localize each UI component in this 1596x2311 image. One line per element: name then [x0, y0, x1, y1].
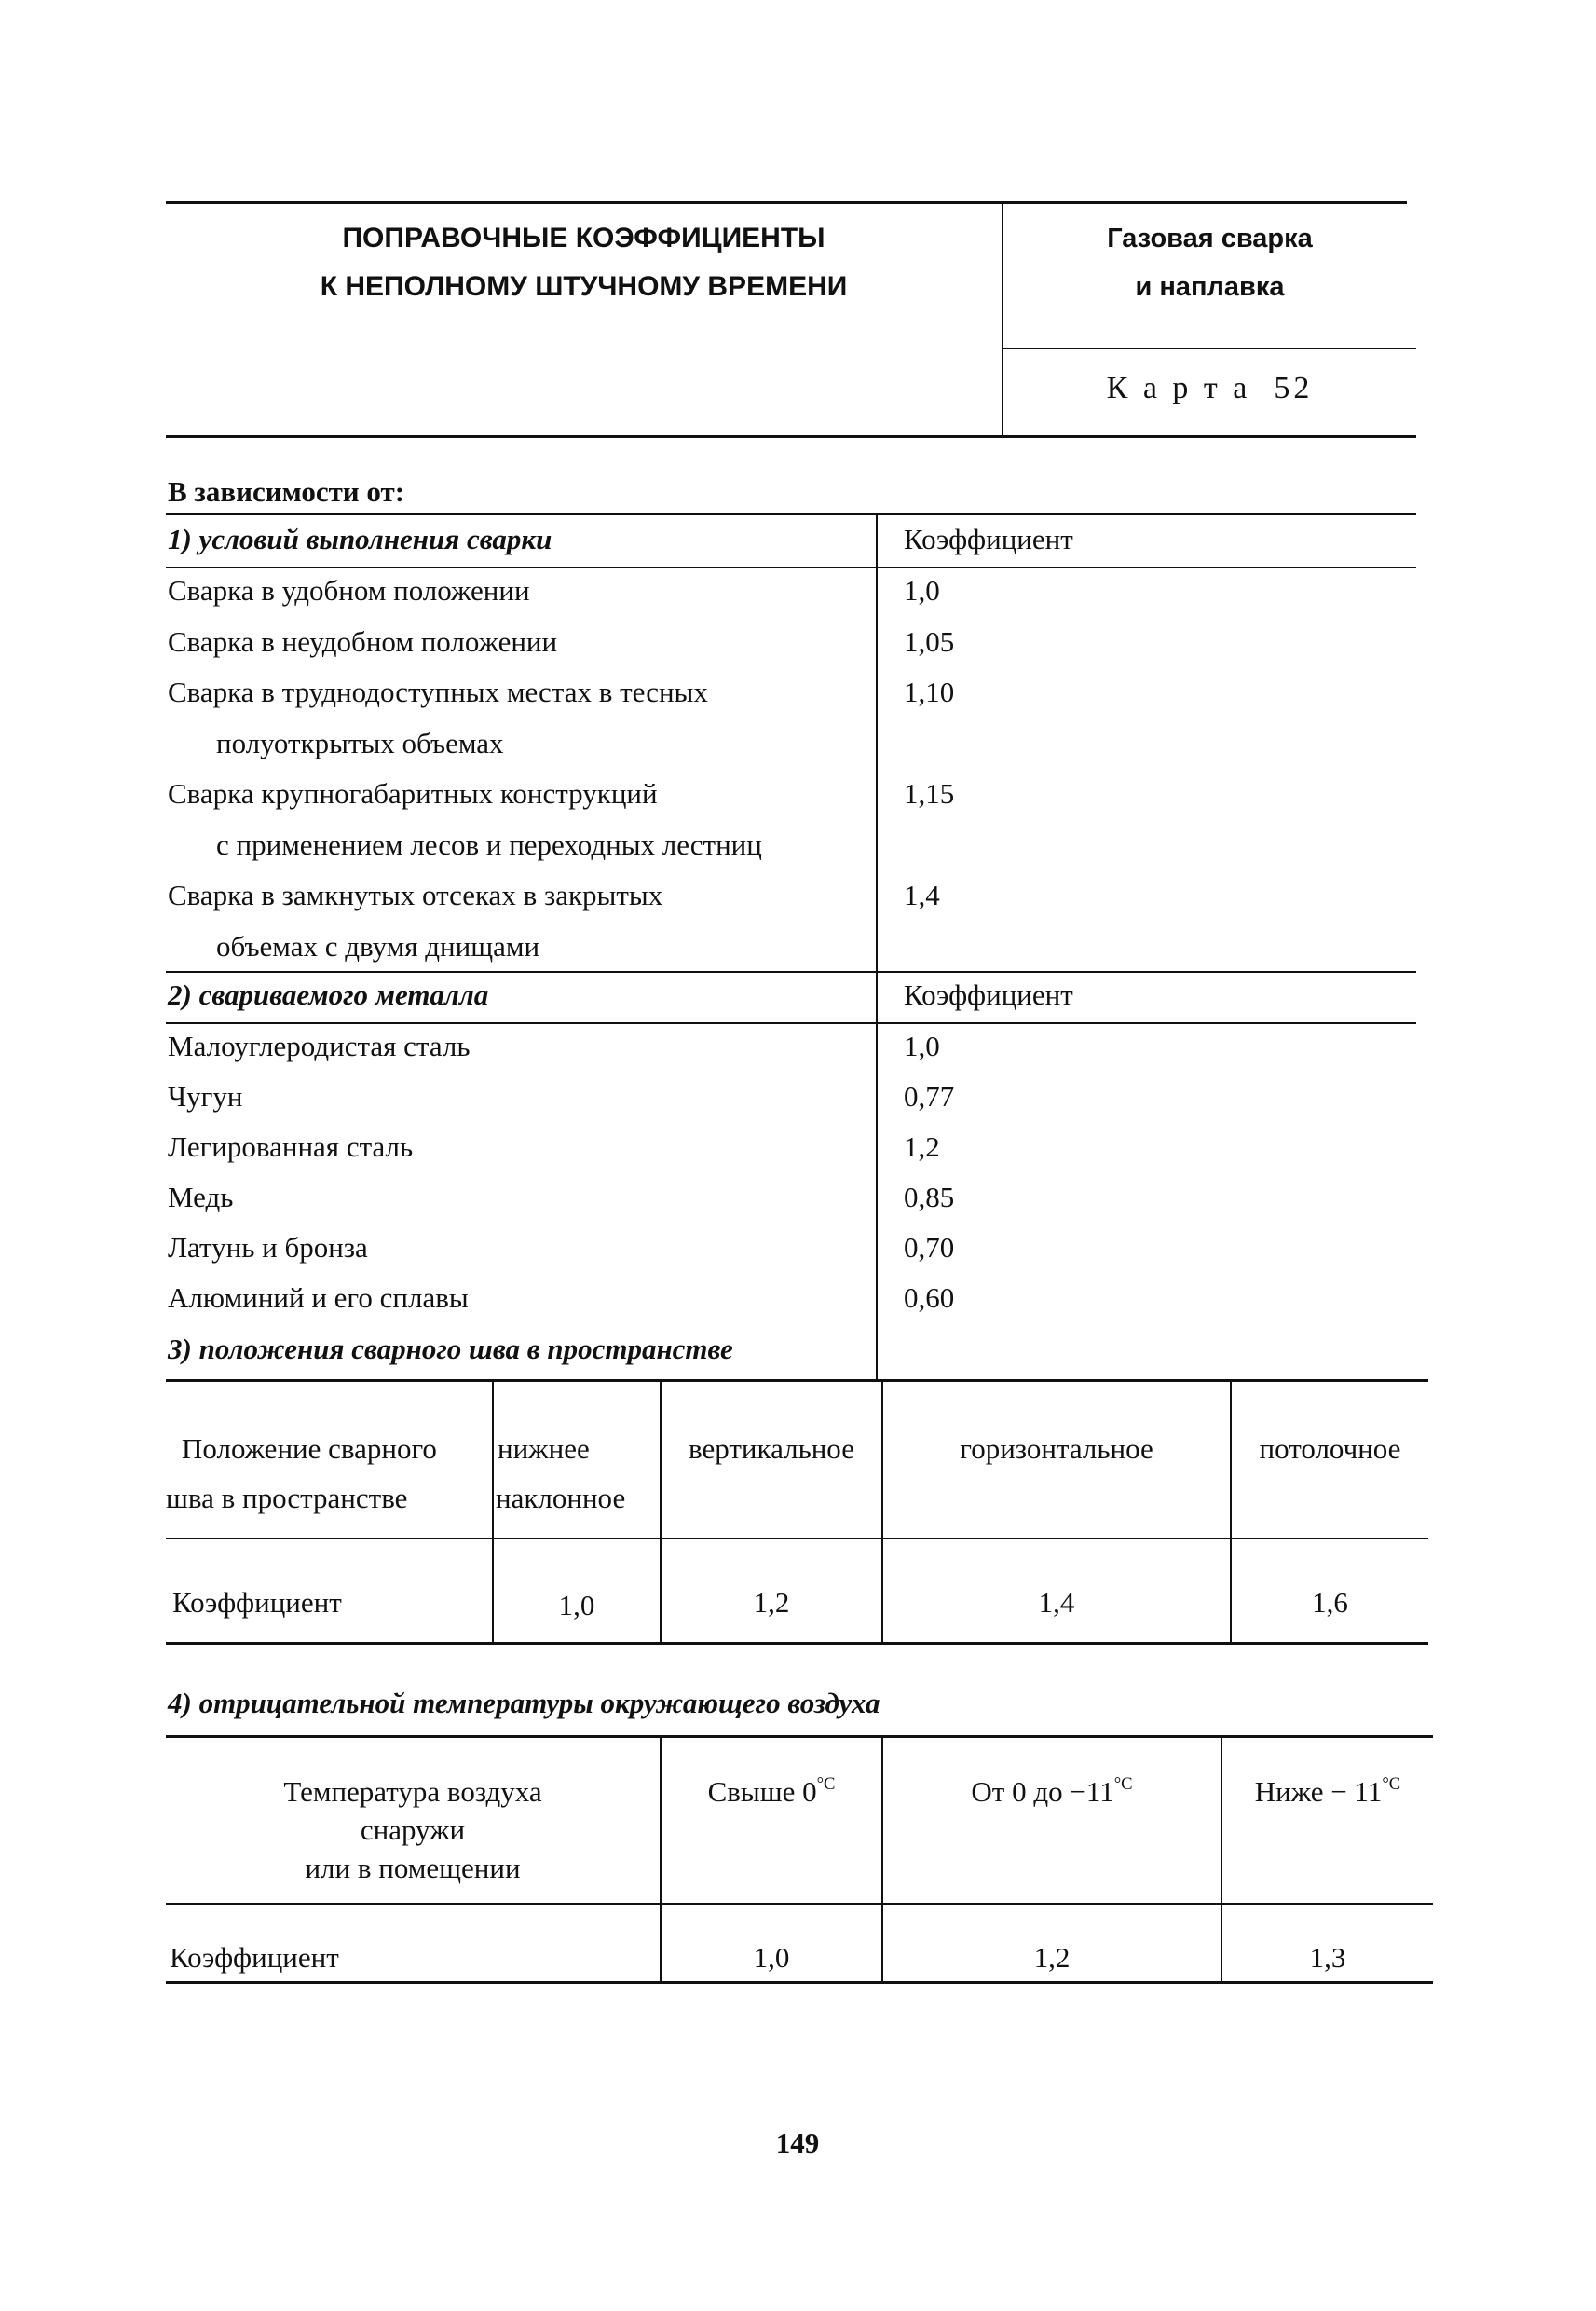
- s1-row-4-label-cont: с применением лесов и переходных лестниц: [216, 828, 762, 861]
- s4-col-1-unit: °С: [816, 1773, 836, 1794]
- s4-mid-rule: [166, 1903, 1433, 1905]
- s1-row-5-value: 1,4: [904, 879, 940, 911]
- s1-row-4-value: 1,15: [904, 777, 955, 810]
- s3-col-2: вертикальное: [689, 1432, 854, 1465]
- s2-header-rule: [166, 1022, 1416, 1024]
- title-line-1: ПОПРАВОЧНЫЕ КОЭФФИЦИЕНТЫ: [342, 223, 825, 253]
- s4-col-2-text: От 0 до −11: [971, 1775, 1114, 1808]
- category-label: [1003, 214, 1416, 311]
- s2-row-6-label: Алюминий и его сплавы: [168, 1281, 469, 1314]
- s2-row-5-value: 0,70: [904, 1231, 955, 1264]
- s4-coef-label: Коэффициент: [170, 1941, 339, 1974]
- s2-row-6-value: 0,60: [904, 1281, 955, 1314]
- s2-row-3-label: Легированная сталь: [168, 1130, 414, 1163]
- s1-row-4-label: Сварка крупногабаритных конструкций: [168, 777, 658, 810]
- page-number: 149: [775, 2126, 820, 2159]
- s3-heading: 3) положения сварного шва в пространстве: [168, 1333, 733, 1365]
- s1-heading: 1) условий выполнения сварки: [168, 523, 552, 555]
- s3-coef-label: Коэффициент: [172, 1586, 342, 1619]
- s3-bottom-rule: [166, 1642, 1428, 1645]
- s4-col-2: [883, 1775, 1221, 1809]
- s4-row-header-line-1: Температура воздуха: [283, 1775, 542, 1808]
- s1-row-3-value: 1,10: [904, 676, 955, 708]
- s2-row-3-value: 1,2: [904, 1130, 940, 1163]
- s1-row-2-label: Сварка в неудобном положении: [168, 625, 558, 658]
- s3-col-4: потолочное: [1259, 1432, 1401, 1465]
- s3-col-3: горизонтальное: [960, 1432, 1153, 1465]
- s2-coef-header: Коэффициент: [904, 978, 1073, 1011]
- s2-row-2-value: 0,77: [904, 1080, 955, 1113]
- s4-top-rule: [166, 1735, 1433, 1738]
- s4-col-2-unit: °С: [1113, 1773, 1133, 1794]
- s1-row-3-label-cont: полуоткрытых объемах: [216, 727, 504, 759]
- s4-bottom-rule: [166, 1981, 1433, 1984]
- s2-row-2-label: Чугун: [168, 1080, 243, 1113]
- category-line-2: и наплавка: [1135, 272, 1285, 302]
- card-separator-rule: [1003, 348, 1416, 349]
- intro-label: В зависимости от:: [168, 475, 405, 508]
- s2-row-1-value: 1,0: [904, 1030, 940, 1062]
- s4-value-3: 1,3: [1309, 1941, 1346, 1974]
- s4-col-1-text: Свыше 0: [707, 1775, 817, 1808]
- header-top-rule: [166, 201, 1407, 204]
- s1-row-3-label: Сварка в труднодоступных местах в тесных: [168, 676, 708, 708]
- s1-top-rule: [166, 513, 1416, 515]
- page-title: [166, 214, 1002, 311]
- s3-col-1-line-2: наклонное: [496, 1482, 626, 1514]
- s3-col-1-line-1: нижнее: [498, 1432, 590, 1465]
- s3-value-3: 1,4: [1038, 1586, 1075, 1619]
- title-line-2: К НЕПОЛНОМУ ШТУЧНОМУ ВРЕМЕНИ: [320, 271, 848, 302]
- s1-row-1-label: Сварка в удобном положении: [168, 574, 530, 607]
- s4-col-3-unit: °С: [1382, 1773, 1401, 1794]
- card-number: К а р т а 52: [1106, 371, 1314, 405]
- header-bottom-rule: [166, 435, 1416, 438]
- s1-row-2-value: 1,05: [904, 625, 955, 658]
- s4-col-3-text: Ниже − 11: [1254, 1775, 1383, 1808]
- s4-value-2: 1,2: [1033, 1941, 1071, 1974]
- s4-row-header-line-2: снаружи: [360, 1813, 466, 1846]
- s4-col-1: [662, 1775, 881, 1809]
- s3-top-rule: [166, 1379, 1428, 1382]
- s2-row-4-label: Медь: [168, 1181, 234, 1213]
- s3-value-4: 1,6: [1312, 1586, 1348, 1619]
- s1-header-rule: [166, 567, 1416, 568]
- s3-mid-rule: [166, 1538, 1428, 1539]
- s1-s2-column-divider: [876, 514, 878, 1379]
- s4-col-3: [1222, 1775, 1433, 1809]
- s2-row-1-label: Малоуглеродистая сталь: [168, 1030, 471, 1062]
- s3-value-2: 1,2: [753, 1586, 790, 1619]
- s2-top-rule: [166, 971, 1416, 973]
- category-line-1: Газовая сварка: [1107, 224, 1313, 253]
- s3-row-header-line-1: Положение сварного: [182, 1432, 437, 1465]
- s2-row-5-label: Латунь и бронза: [168, 1231, 368, 1264]
- s1-row-1-value: 1,0: [904, 574, 940, 607]
- s1-row-5-label-cont: объемах с двумя днищами: [216, 930, 540, 963]
- s4-row-header-line-3: или в помещении: [305, 1852, 521, 1884]
- s2-heading: 2) свариваемого металла: [168, 978, 489, 1011]
- s1-row-5-label: Сварка в замкнутых отсеках в закрытых: [168, 879, 663, 911]
- s3-row-header-line-2: шва в пространстве: [166, 1482, 408, 1514]
- s2-row-4-value: 0,85: [904, 1181, 955, 1213]
- s4-heading: 4) отрицательной температуры окружающего воздуха: [168, 1687, 880, 1719]
- s4-value-1: 1,0: [753, 1941, 790, 1974]
- s3-value-1: 1,0: [558, 1589, 595, 1621]
- s1-coef-header: Коэффициент: [904, 523, 1073, 555]
